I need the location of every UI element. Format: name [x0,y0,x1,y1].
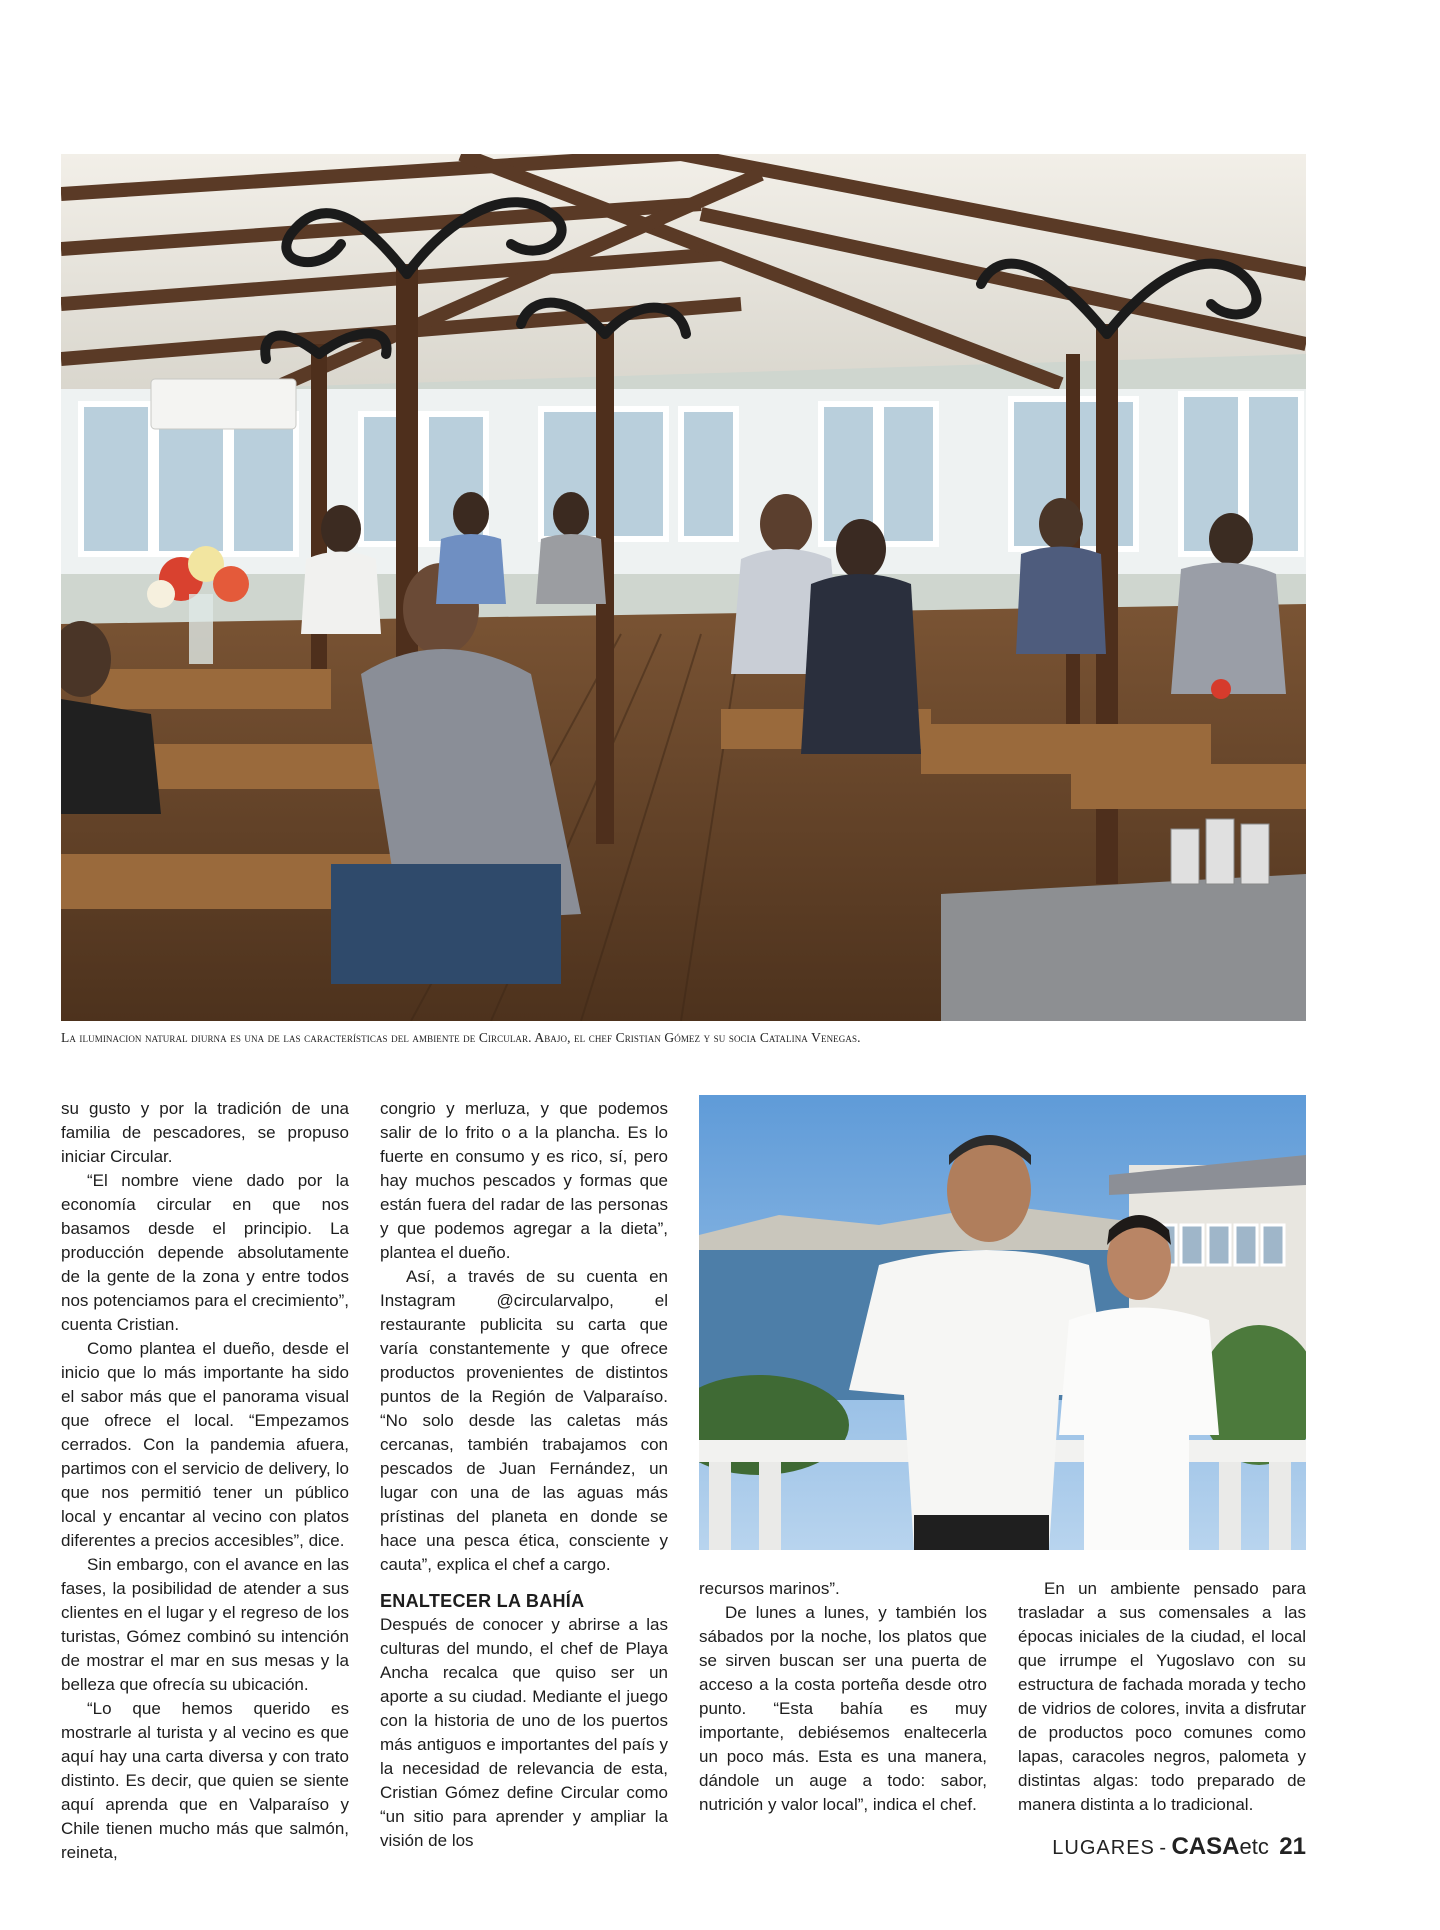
folio-separator: - [1159,1837,1168,1859]
page-folio [1052,1833,1306,1861]
paragraph: “Lo que hemos querido es mostrarle al turista y al vecino es que aquí hay una carta diversa y con trato distinto. Es decir, que quien se siente aquí aprenda que en Valparaíso y Chile tienen mucho más que salmón, reineta, [61,1699,349,1862]
article-column-2 [380,1097,668,1850]
section-name: LUGARES [1052,1837,1155,1859]
article-column-4 [1018,1577,1306,1817]
magazine-name-suffix: etc [1239,1834,1269,1859]
paragraph: su gusto y por la tradición de una familia de pescadores, se propuso iniciar Circular. [61,1099,349,1166]
paragraph: Sin embargo, con el avance en las fases, la posibilidad de atender a sus clientes en el lugar y el regreso de los turistas, Gómez combinó su intención de mostrar el mar en sus mesas y la belleza que ofrecía su ubicación. [61,1555,349,1694]
paragraph: Así, a través de su cuenta en Instagram @circularvalpo, el restaurante publicita su carta que varía constantemente y que ofrece productos provenientes de distintos puntos de la Región de Valparaíso. “No solo desde las caletas más cercanas, también trabajamos con pescados de Juan Fernández, un lugar con una de las aguas más prístinas del planeta en donde se hace una pesca ética, consciente y cauta”, explica el chef a cargo. [380,1267,668,1574]
article-column-1 [61,1097,349,1862]
paragraph: De lunes a lunes, y también los sábados por la noche, los platos que se sirven buscan ser una puerta de acceso a la costa porteña desde otro punto. “Esta bahía es muy importante, debiésemos enaltecerla un poco más. Esta es una manera, dándole un auge a todo: sabor, nutrición y valor local”, indica el chef. [699,1603,987,1814]
page-number: 21 [1279,1833,1306,1860]
restaurant-interior-photo [61,154,1306,1021]
article-column-3 [699,1577,987,1817]
paragraph: congrio y merluza, y que podemos salir de lo frito o a la plancha. Es lo fuerte en consumo y es rico, sí, pero hay muchos pescados y formas que están fuera del radar de las personas y que podemos agregar a la dieta”, plantea el dueño. [380,1099,668,1262]
paragraph: En un ambiente pensado para trasladar a sus comensales a las épocas iniciales de la ciudad, el local que irrumpe el Yugoslavo con su estructura de fachada morada y techo de vidrios de colores, invita a disfrutar de productos poco comunes como lapas, caracoles negros, palometa y distintas algas: todo preparado de manera distinta a lo tradicional. [1018,1579,1306,1814]
chef-portrait-illustration [699,1095,1306,1550]
photo-caption: La iluminacion natural diurna es una de las características del ambiente de Circular. Abajo, el chef Cristian Gómez y su socia Catalina Venegas. [61,1030,861,1045]
chef-portrait-photo [699,1095,1306,1550]
paragraph: Como plantea el dueño, desde el inicio que lo más importante ha sido el sabor más que el panorama visual que ofrece el local. “Empezamos cerrados. Con la pandemia afuera, partimos con el servicio de delivery, lo que nos permitió tener un público local y encantar al vecino con platos diferentes a precios accesibles”, dice. [61,1339,349,1550]
section-subheading: ENALTECER LA BAHÍA [380,1591,585,1611]
paragraph: recursos marinos”. [699,1579,840,1598]
restaurant-interior-illustration [61,154,1306,1021]
paragraph: Después de conocer y abrirse a las culturas del mundo, el chef de Playa Ancha recalca que quiso ser un aporte a su ciudad. Mediante el juego con la historia de uno de los puertos más antiguos e importantes del país y la necesidad de relevancia de esta, Cristian Gómez define Circular como “un sitio para aprender y ampliar la visión de los [380,1615,668,1850]
paragraph: “El nombre viene dado por la economía circular en que nos basamos desde el principio. La producción depende absolutamente de la gente de la zona y entre todos nos potenciamos para el crecimiento”, cuenta Cristian. [61,1171,349,1334]
magazine-name: CASA [1171,1833,1240,1860]
